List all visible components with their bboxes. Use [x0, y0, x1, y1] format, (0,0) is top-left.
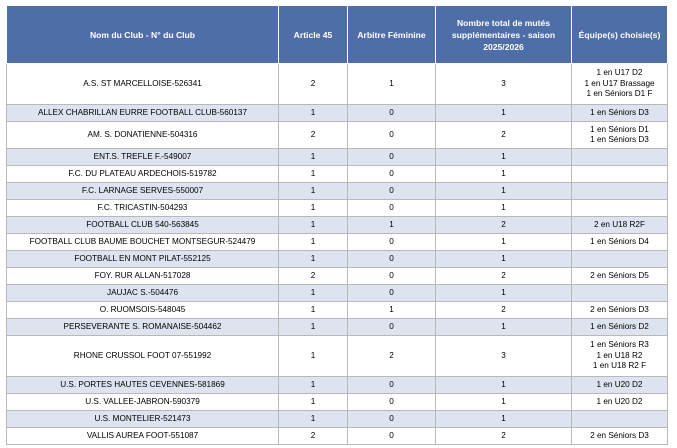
- club-cell: VALLIS AUREA FOOT-551087: [7, 428, 279, 445]
- teams-cell: [572, 64, 668, 105]
- teams-cell: [572, 377, 668, 394]
- club-cell: FOOTBALL CLUB 540-563845: [7, 217, 279, 234]
- arbitre-cell: 0: [348, 105, 436, 122]
- teams-cell: [572, 200, 668, 217]
- table-row: [7, 428, 668, 445]
- article45-cell: 2: [279, 428, 348, 445]
- table-row: [7, 394, 668, 411]
- table-row: [7, 336, 668, 377]
- arbitre-cell: 0: [348, 319, 436, 336]
- teams-cell: [572, 105, 668, 122]
- table-row: [7, 122, 668, 149]
- team-entry: 1 en Séniors D3: [590, 135, 649, 144]
- article45-cell: 1: [279, 183, 348, 200]
- header-equipes: Équipe(s) choisie(s): [572, 6, 668, 64]
- club-cell: ALLEX CHABRILLAN EURRE FOOTBALL CLUB-560137: [7, 105, 279, 122]
- team-entry: 1 en U17 Brassage: [584, 78, 655, 88]
- table-row: [7, 200, 668, 217]
- team-entry: 1 en U18 R2 F: [592, 361, 647, 371]
- club-cell: U.S. MONTELIER-521473: [7, 411, 279, 428]
- arbitre-cell: 0: [348, 200, 436, 217]
- arbitre-cell: 0: [348, 377, 436, 394]
- total-cell: 2: [436, 302, 572, 319]
- total-cell: 1: [436, 183, 572, 200]
- table-row: [7, 149, 668, 166]
- team-entry: 1 en U20 D2: [596, 396, 643, 406]
- club-cell: U.S. VALLEE-JABRON-590379: [7, 394, 279, 411]
- clubs-table: [6, 5, 668, 445]
- club-cell: FOOTBALL CLUB BAUME BOUCHET MONTSEGUR-524479: [7, 234, 279, 251]
- team-entry: 2 en U18 R2F: [594, 219, 645, 229]
- arbitre-cell: 0: [348, 183, 436, 200]
- article45-cell: 1: [279, 336, 348, 377]
- team-entry: 2 en Séniors D3: [590, 304, 649, 314]
- arbitre-cell: 0: [348, 166, 436, 183]
- arbitre-cell: 0: [348, 268, 436, 285]
- arbitre-cell: 0: [348, 122, 436, 149]
- club-cell: F.C. DU PLATEAU ARDECHOIS-519782: [7, 166, 279, 183]
- teams-cell: [572, 319, 668, 336]
- article45-cell: 2: [279, 268, 348, 285]
- total-cell: 3: [436, 64, 572, 105]
- total-cell: 1: [436, 105, 572, 122]
- table-row: [7, 268, 668, 285]
- total-cell: 1: [436, 394, 572, 411]
- team-entry: 1 en U17 D2: [596, 68, 643, 78]
- total-cell: 2: [436, 428, 572, 445]
- table-row: [7, 377, 668, 394]
- team-entry: 1 en Séniors D2: [590, 321, 649, 331]
- table-row: [7, 183, 668, 200]
- article45-cell: 1: [279, 377, 348, 394]
- header-arbitre: Arbitre Féminine: [348, 6, 436, 64]
- teams-cell: [572, 149, 668, 166]
- header-article45: Article 45: [279, 6, 348, 64]
- article45-cell: 1: [279, 217, 348, 234]
- club-cell: FOY. RUR ALLAN-517028: [7, 268, 279, 285]
- article45-cell: 1: [279, 411, 348, 428]
- club-cell: ENT.S. TREFLE F.-549007: [7, 149, 279, 166]
- arbitre-cell: 0: [348, 149, 436, 166]
- arbitre-cell: 0: [348, 428, 436, 445]
- article45-cell: 2: [279, 122, 348, 149]
- club-cell: U.S. PORTES HAUTES CEVENNES-581869: [7, 377, 279, 394]
- total-cell: 1: [436, 149, 572, 166]
- team-entry: 1 en Séniors D1 F: [586, 89, 653, 99]
- arbitre-cell: 2: [348, 336, 436, 377]
- article45-cell: 1: [279, 200, 348, 217]
- teams-cell: [572, 183, 668, 200]
- total-cell: 1: [436, 200, 572, 217]
- total-cell: 1: [436, 251, 572, 268]
- table-row: [7, 411, 668, 428]
- total-cell: 2: [436, 268, 572, 285]
- arbitre-cell: 0: [348, 394, 436, 411]
- arbitre-cell: 0: [348, 411, 436, 428]
- article45-cell: 1: [279, 149, 348, 166]
- teams-cell: [572, 428, 668, 445]
- teams-cell: [572, 302, 668, 319]
- total-cell: 1: [436, 166, 572, 183]
- article45-cell: 1: [279, 166, 348, 183]
- article45-cell: 1: [279, 302, 348, 319]
- article45-cell: 1: [279, 394, 348, 411]
- table-row: [7, 64, 668, 105]
- table-row: [7, 302, 668, 319]
- team-entry: 2 en Séniors D3: [590, 430, 649, 440]
- article45-cell: 1: [279, 105, 348, 122]
- table-row: [7, 319, 668, 336]
- arbitre-cell: 0: [348, 251, 436, 268]
- teams-cell: [572, 251, 668, 268]
- total-cell: 1: [436, 377, 572, 394]
- total-cell: 2: [436, 217, 572, 234]
- team-entry: 1 en Séniors D4: [590, 236, 649, 246]
- club-cell: PERSEVERANTE S. ROMANAISE-504462: [7, 319, 279, 336]
- teams-cell: [572, 234, 668, 251]
- arbitre-cell: 1: [348, 302, 436, 319]
- teams-cell: [572, 285, 668, 302]
- arbitre-cell: 1: [348, 217, 436, 234]
- article45-cell: 1: [279, 285, 348, 302]
- article45-cell: 1: [279, 234, 348, 251]
- teams-cell: [572, 336, 668, 377]
- arbitre-cell: 0: [348, 234, 436, 251]
- table-body: [7, 64, 668, 445]
- club-cell: A.S. ST MARCELLOISE-526341: [7, 64, 279, 105]
- team-entry: 1 en Séniors R3: [590, 340, 649, 350]
- team-entry: 1 en Séniors D3: [590, 107, 649, 117]
- teams-cell: [572, 122, 668, 149]
- club-cell: F.C. LARNAGE SERVES-550007: [7, 183, 279, 200]
- total-cell: 1: [436, 234, 572, 251]
- header-club: Nom du Club - N° du Club: [7, 6, 279, 64]
- club-cell: F.C. TRICASTIN-504293: [7, 200, 279, 217]
- table-row: [7, 234, 668, 251]
- team-entry: 1 en Séniors D1: [590, 124, 649, 134]
- teams-cell: [572, 166, 668, 183]
- club-cell: O. RUOMSOIS-548045: [7, 302, 279, 319]
- total-cell: 3: [436, 336, 572, 377]
- article45-cell: 1: [279, 251, 348, 268]
- arbitre-cell: 0: [348, 285, 436, 302]
- table-row: [7, 217, 668, 234]
- total-cell: 1: [436, 411, 572, 428]
- table-row: [7, 166, 668, 183]
- club-cell: JAUJAC S.-504476: [7, 285, 279, 302]
- table-row: [7, 285, 668, 302]
- club-cell: FOOTBALL EN MONT PILAT-552125: [7, 251, 279, 268]
- article45-cell: 1: [279, 319, 348, 336]
- team-entry: 1 en U18 R2: [596, 350, 643, 360]
- teams-cell: [572, 217, 668, 234]
- table-row: [7, 105, 668, 122]
- table-row: [7, 251, 668, 268]
- team-entry: 2 en Séniors D5: [590, 270, 649, 280]
- total-cell: 2: [436, 122, 572, 149]
- arbitre-cell: 1: [348, 64, 436, 105]
- teams-cell: [572, 411, 668, 428]
- total-cell: 1: [436, 285, 572, 302]
- club-cell: RHONE CRUSSOL FOOT 07-551992: [7, 336, 279, 377]
- total-cell: 1: [436, 319, 572, 336]
- club-cell: AM. S. DONATIENNE-504316: [7, 122, 279, 149]
- teams-cell: [572, 268, 668, 285]
- teams-cell: [572, 394, 668, 411]
- article45-cell: 2: [279, 64, 348, 105]
- team-entry: 1 en U20 D2: [596, 379, 643, 389]
- header-row: [7, 6, 668, 64]
- header-nombre: Nombre total de mutés supplémentaires - saison 2025/2026: [436, 6, 572, 64]
